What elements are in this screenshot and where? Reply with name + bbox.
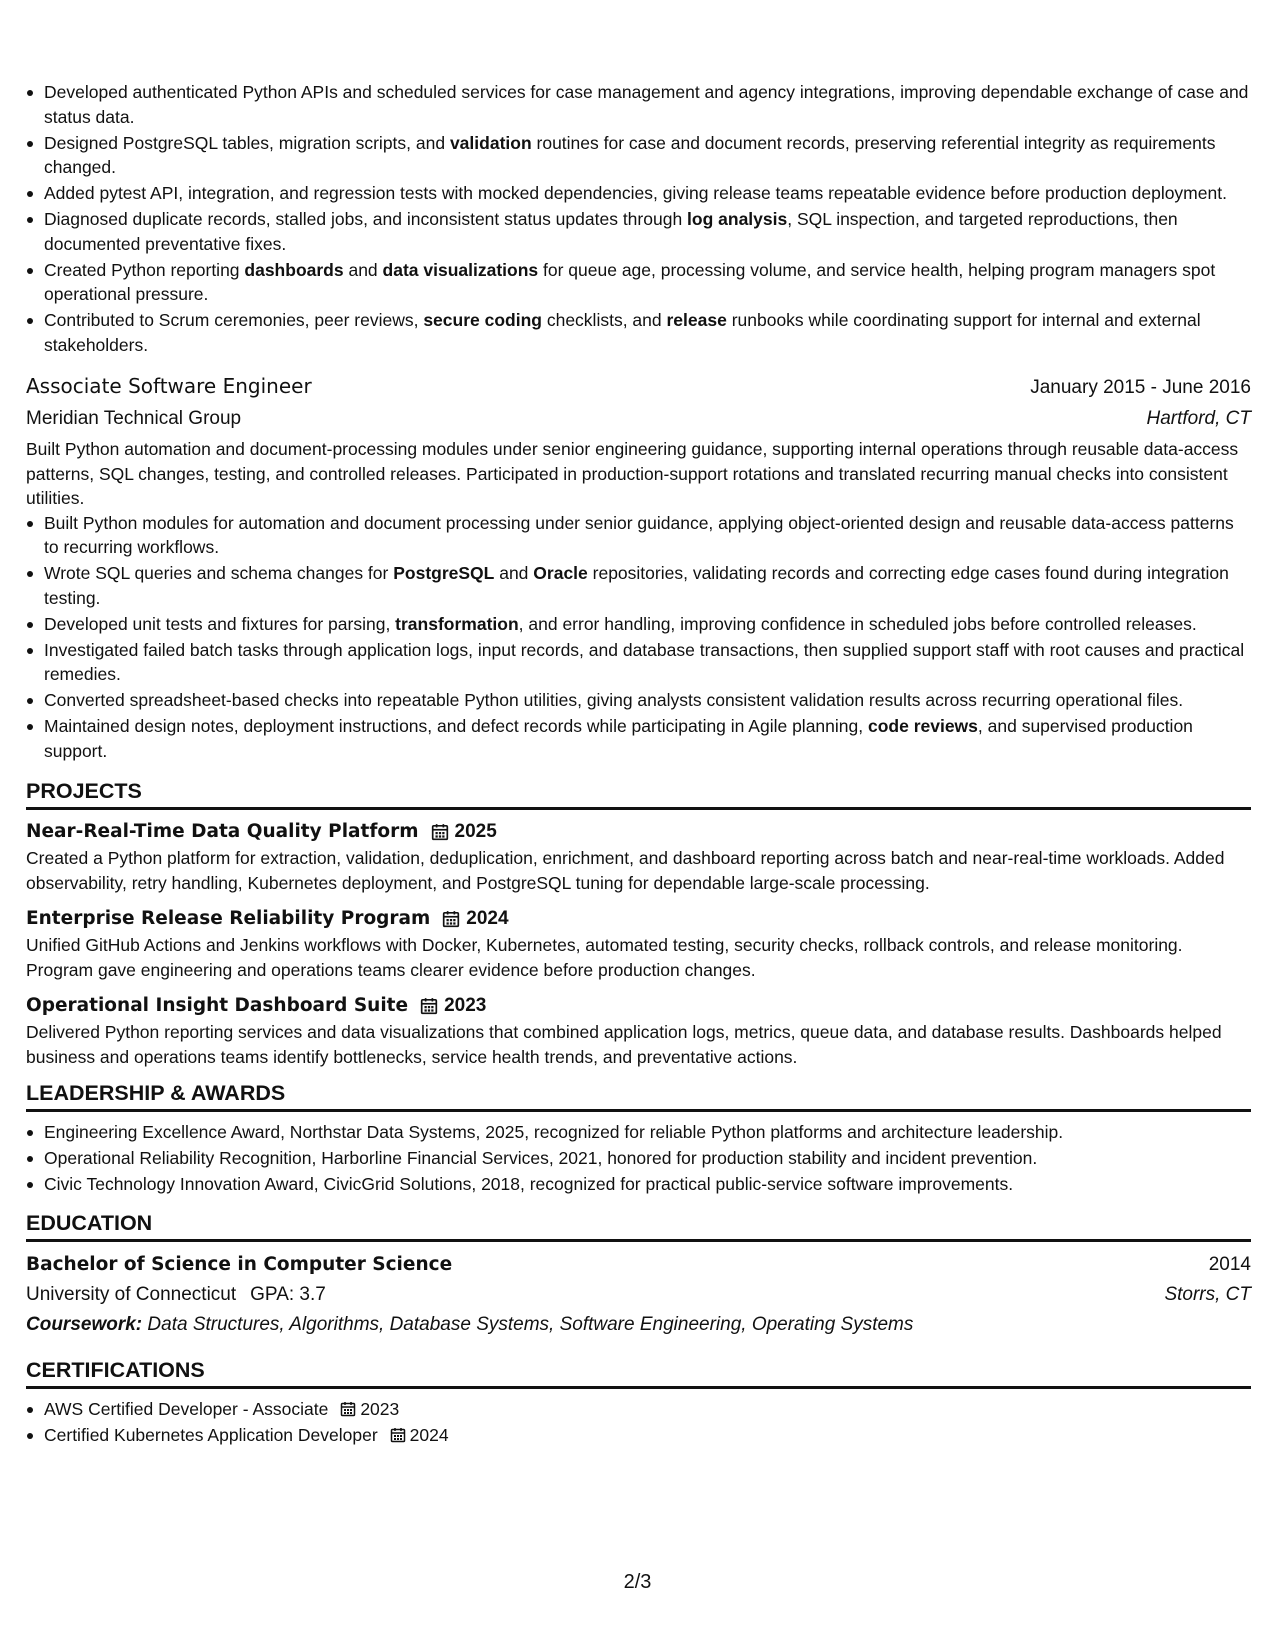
job-company: Meridian Technical Group [26,408,242,429]
project-item [26,818,1251,895]
projects-list [26,818,1251,1069]
text-segment: Added pytest API, integration, and regression tests with mocked dependencies, giving release teams repeatable evidence before production deployment. [44,183,1227,203]
text-segment: Developed authenticated Python APIs and scheduled services for case management and agency integrations, improving dependable exchange of case and status data. [44,82,1249,127]
text-segment: Built Python modules for automation and document processing under senior guidance, applying object-oriented design and reusable data-access patterns to recurring workflows. [44,512,1234,557]
project-description: Delivered Python reporting services and data visualizations that combined application logs, metrics, queue data, and database results. Dashboards helped business and operations teams identify bottlenecks, service health trends, and preventative actions. [26,1022,1222,1067]
coursework-label: Coursework: [26,1313,143,1335]
education-section [26,1209,1251,1340]
job-bullets [26,511,1251,764]
text-segment: Converted spreadsheet-based checks into repeatable Python utilities, giving analysts consistent validation results across recurring operational files. [44,690,1184,710]
project-name: Near-Real-Time Data Quality Platform [26,821,419,842]
calendar-icon [340,1401,356,1417]
bold-keyword: transformation [395,613,519,634]
job-entry [26,371,1251,763]
project-item [26,905,1251,982]
degree: Bachelor of Science in Computer Science [26,1253,453,1275]
list-item [26,561,1251,610]
text-segment: for queue age, processing volume, and service health, helping program managers spot operational pressure. [44,259,1216,304]
projects-section [26,777,1251,1069]
job-header [26,371,1251,403]
award-item: Engineering Excellence Award, Northstar Data Systems, 2025, recognized for reliable Python platforms and architecture leadership. [26,1120,1251,1145]
bold-keyword: dashboards [244,259,344,280]
school-line [26,1280,326,1310]
job-summary: Built Python automation and document-processing modules under senior engineering guidance, supporting internal operations through reusable data-access patterns, SQL changes, testing, and controlled releases. Participated in production-support rotations and translated recurring manual checks into consistent utilities. [26,439,1239,508]
job-dates: January 2015 - June 2016 [1030,377,1251,398]
text-segment: Designed PostgreSQL tables, migration scripts, and [44,132,450,153]
list-item [26,80,1251,129]
bold-keyword: validation [449,132,532,153]
project-header [26,992,1251,1020]
text-segment: Developed unit tests and fixtures for parsing, [44,613,396,634]
page-number: 2/3 [623,1571,652,1593]
list-item [26,638,1251,687]
bold-keyword: secure coding [423,310,542,330]
list-item [26,258,1251,307]
text-segment: runbooks while coordinating support for internal and external stakeholders. [44,310,1201,355]
previous-job-bullets [26,80,1251,357]
list-item [26,714,1251,763]
certification-year: 2024 [409,1424,449,1445]
certification-item [26,1423,1251,1448]
bold-keyword: release [666,310,727,330]
text-segment: , and supervised production support. [44,716,1193,761]
section-title-projects: PROJECTS [26,777,1251,810]
certification-item [26,1397,1251,1422]
school-name: University of Connecticut [26,1283,237,1305]
calendar-icon [420,997,438,1015]
section-title-education: EDUCATION [26,1209,1251,1242]
list-item [26,511,1251,560]
degree-year: 2014 [1208,1253,1251,1275]
bold-keyword: PostgreSQL [393,563,495,583]
job-location: Hartford, CT [1146,408,1251,429]
text-segment: repositories, validating records and correcting edge cases found during integration testing. [44,563,1229,608]
coursework [26,1310,1251,1340]
list-item [26,207,1251,256]
job-title: Associate Software Engineer [26,374,312,398]
project-name: Operational Insight Dashboard Suite [26,995,409,1016]
bold-keyword: log analysis [687,209,788,229]
education-subheader [26,1280,1251,1310]
text-segment: and [494,563,534,583]
certification-name: AWS Certified Developer - Associate [44,1398,329,1419]
calendar-icon [431,823,449,841]
section-title-awards: LEADERSHIP & AWARDS [26,1079,1251,1112]
bold-keyword: code reviews [867,716,978,736]
school-location: Storrs, CT [1164,1283,1251,1305]
list-item [26,181,1251,206]
text-segment: Maintained design notes, deployment instructions, and defect records while participating in Agile planning, [44,716,868,736]
text-segment: Created Python reporting [44,259,245,280]
project-year: 2025 [454,821,497,842]
certifications-list [26,1397,1251,1448]
project-name: Enterprise Release Reliability Program [26,908,431,929]
text-segment: , SQL inspection, and targeted reproductions, then documented preventative fixes. [44,209,1178,254]
gpa: GPA: 3.7 [250,1283,326,1305]
calendar-icon [442,910,460,928]
awards-section [26,1079,1251,1197]
education-header [26,1250,1251,1280]
awards-list [26,1120,1251,1197]
certification-year: 2023 [360,1398,400,1419]
project-year: 2023 [444,995,487,1016]
calendar-icon [390,1427,406,1443]
project-item [26,992,1251,1069]
award-item: Operational Reliability Recognition, Harborline Financial Services, 2021, honored for production stability and incident prevention. [26,1146,1251,1171]
bold-keyword: data visualizations [382,259,539,280]
text-segment: and [343,259,383,280]
job-subheader [26,403,1251,435]
list-item [26,612,1251,637]
resume-page [26,80,1251,1449]
project-header [26,818,1251,846]
text-segment: checklists, and [541,310,667,330]
project-description: Created a Python platform for extraction, validation, deduplication, enrichment, and dashboard reporting across batch and near-real-time workloads. Added observability, retry handling, Kubernetes deployment, and PostgreSQL tuning for dependable large-scale processing. [26,848,1225,893]
list-item [26,131,1251,180]
certification-name: Certified Kubernetes Application Developer [44,1424,378,1445]
certifications-section [26,1356,1251,1448]
award-item: Civic Technology Innovation Award, CivicGrid Solutions, 2018, recognized for practical public-service software improvements. [26,1172,1251,1197]
project-description: Unified GitHub Actions and Jenkins workflows with Docker, Kubernetes, automated testing, security checks, rollback controls, and release monitoring. Program gave engineering and operations teams clearer evidence before production changes. [26,935,1183,980]
text-segment: Wrote SQL queries and schema changes for [44,563,394,583]
bold-keyword: Oracle [533,563,588,583]
list-item [26,688,1251,713]
project-year: 2024 [466,908,509,929]
list-item [26,308,1251,357]
text-segment: Contributed to Scrum ceremonies, peer reviews, [44,310,424,330]
text-segment: Diagnosed duplicate records, stalled jobs, and inconsistent status updates through [44,209,688,229]
project-header [26,905,1251,933]
text-segment: routines for case and document records, preserving referential integrity as requirements changed. [44,132,1216,177]
text-segment: Investigated failed batch tasks through application logs, input records, and database transactions, then supplied support staff with root causes and practical remedies. [44,639,1245,684]
coursework-list: Data Structures, Algorithms, Database Systems, Software Engineering, Operating Systems [147,1313,914,1335]
text-segment: , and error handling, improving confidence in scheduled jobs before controlled releases. [518,613,1197,634]
section-title-certifications: CERTIFICATIONS [26,1356,1251,1389]
